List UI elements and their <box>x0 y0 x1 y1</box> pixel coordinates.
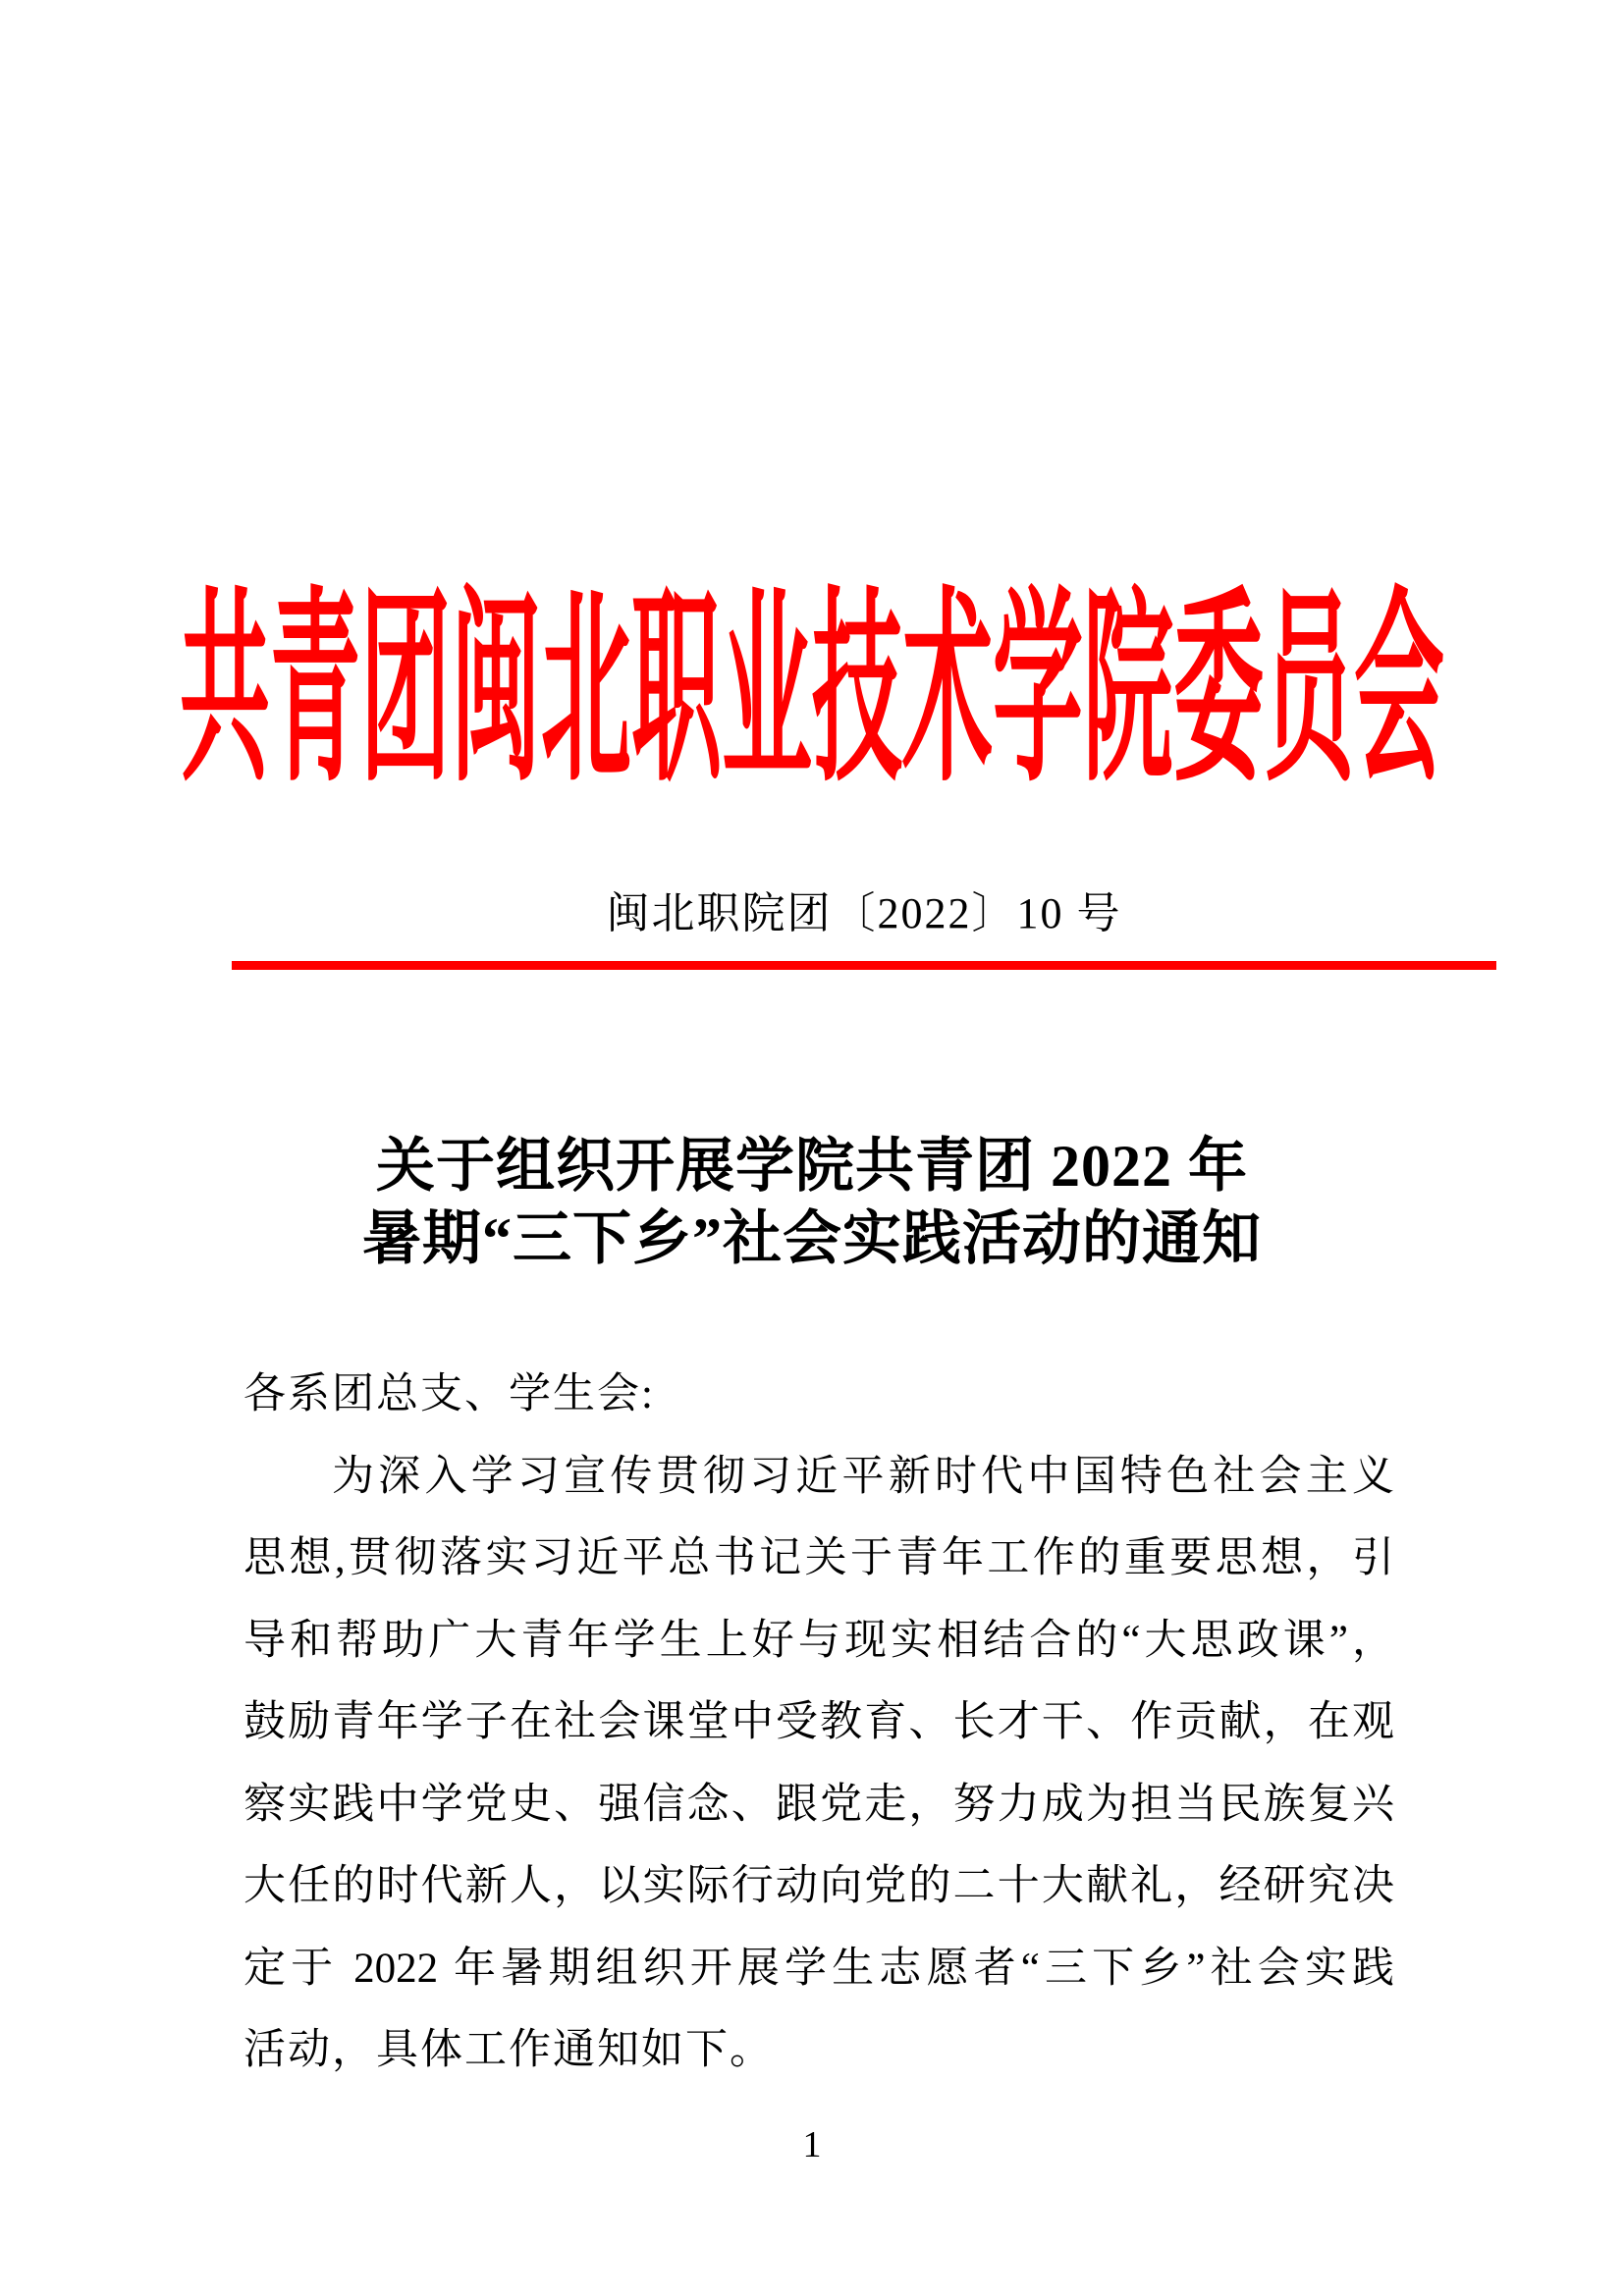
notice-title <box>0 1130 1624 1275</box>
body-line: 鼓励青年学子在社会课堂中受教育、长才干、作贡献，在观 <box>244 1699 1394 1745</box>
page-number: 1 <box>802 2124 822 2165</box>
body-line: 大任的时代新人，以实际行动向党的二十大献礼，经研究决 <box>244 1863 1394 1909</box>
body-line: 活动，具体工作通知如下。 <box>244 2027 774 2073</box>
masthead-org-title: 共青团闽北职业技术学院委员会 <box>179 575 1444 807</box>
notice-title-line-1: 关于组织开展学院共青团 2022 年 <box>376 1134 1248 1199</box>
salutation-line: 各系团总支、学生会: <box>244 1371 655 1417</box>
doc-number: 闽北职院团〔2022〕10 号 <box>606 889 1122 937</box>
notice-body <box>244 1354 1394 2092</box>
body-line: 定于 2022 年暑期组织开展学生志愿者“三下乡”社会实践 <box>244 1945 1394 1992</box>
body-line: 为深入学习宣传贯彻习近平新时代中国特色社会主义 <box>332 1453 1394 1500</box>
red-separator-line <box>232 961 1496 970</box>
notice-title-line-2: 暑期“三下乡”社会实践活动的通知 <box>362 1206 1262 1271</box>
body-line: 察实践中学党史、强信念、跟党走，努力成为担当民族复兴 <box>244 1781 1394 1828</box>
body-line: 导和帮助广大青年学生上好与现实相结合的“大思政课”， <box>244 1617 1394 1664</box>
body-line: 思想,贯彻落实习近平总书记关于青年工作的重要思想，引 <box>244 1535 1394 1581</box>
